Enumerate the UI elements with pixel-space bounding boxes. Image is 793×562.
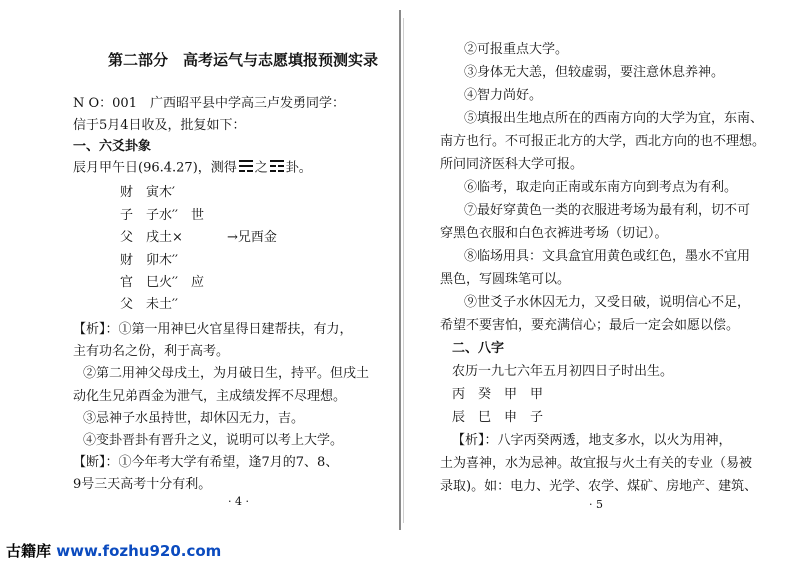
judgement-paragraph: 9号三天高考十分有利。 <box>73 477 212 492</box>
analysis-paragraph: ④变卦晋卦有晋升之义，说明可以考上大学。 <box>83 433 344 448</box>
site-name: 古籍库 <box>6 542 52 560</box>
analysis-paragraph: 【析】：①第一用神巳火官星得日建帮扶，有力， <box>73 322 353 337</box>
page-number: · 4 · <box>228 495 249 508</box>
text-line: ④智力尚好。 <box>464 88 543 103</box>
yao-line: 子 子水′′ 世 <box>120 208 204 223</box>
yao-line: 父 未土′′ <box>120 297 178 312</box>
analysis-paragraph: 动化生兄弟酉金为泄气，主成绩发挥不尽理想。 <box>73 389 347 404</box>
yao-line: 财 寅木′ <box>120 185 175 200</box>
analysis-paragraph: ③忌神子水虽持世，却休囚无力，吉。 <box>83 411 305 426</box>
text-line: 黑色，写圆珠笔可以。 <box>440 272 571 287</box>
text-line: 希望不要害怕，要充满信心；最后一定会如愿以偿。 <box>440 318 740 333</box>
right-page <box>404 0 793 562</box>
section-heading-liuyao: 一、六爻卦象 <box>73 139 152 154</box>
divination-date-line <box>73 160 312 177</box>
text-line: ②可报重点大学。 <box>464 42 569 57</box>
text-line: 农历一九七六年五月初四日子时出生。 <box>452 364 674 379</box>
case-number: N O：001 广西昭平县中学高三卢发勇同学： <box>73 96 345 111</box>
analysis-paragraph: 主有功名之份，利于高考。 <box>73 344 230 359</box>
hexagram-ben-symbol <box>239 160 253 176</box>
text-line: 【析】：八字丙癸两透，地支多水，以火为用神， <box>452 433 732 448</box>
bazi-stems: 丙 癸 甲 甲 <box>452 387 544 402</box>
text-line: 录取)。如：电力、光学、农学、煤矿、房地产、建筑、 <box>440 479 758 494</box>
hexagram-bian-symbol <box>270 160 284 176</box>
text-line: ⑧临场用具：文具盒宜用黄色或红色，墨水不宜用 <box>464 249 751 264</box>
judgement-paragraph: 【断】：①今年考大学有希望，逢7月的7、8、 <box>73 455 339 470</box>
yao-line: 官 巳火′′ 应 <box>120 275 204 290</box>
text-line: ⑤填报出生地点所在的西南方向的大学为宜，东南、 <box>464 111 764 126</box>
analysis-paragraph: ②第二用神父母戌土，为月破日生，持平。但戌土 <box>83 366 370 381</box>
hexagram-connector: 之 <box>254 160 268 176</box>
text-line: 穿黑色衣服和白色衣裤进考场（切记）。 <box>440 226 668 241</box>
section-heading-bazi: 二、八字 <box>452 341 505 356</box>
text-line: ⑨世爻子水休囚无力，又受日破，说明信心不足， <box>464 295 751 310</box>
divination-date: 辰月甲午日(96.4.27)，测得 <box>73 160 237 176</box>
text-line: 土为喜神，水为忌神。故宜报与火土有关的专业（易被 <box>440 456 753 471</box>
book-spine <box>399 10 401 530</box>
text-line: 南方也行。不可报正北方的大学，西北方向的也不理想。 <box>440 134 766 149</box>
text-line: 所问同济医科大学可报。 <box>440 157 584 172</box>
letter-intro: 信于5月4日收及，批复如下： <box>73 118 246 133</box>
text-line: ⑥临考，取走向正南或东南方向到考点为有利。 <box>464 180 738 195</box>
bazi-branches: 辰 巳 申 子 <box>452 410 544 425</box>
text-line: ⑦最好穿黄色一类的衣服进考场为最有利，切不可 <box>464 203 751 218</box>
page-title: 第二部分 高考运气与志愿填报预测实录 <box>108 51 379 69</box>
page-number: · 5 <box>589 498 603 511</box>
hexagram-suffix: 卦。 <box>285 160 312 176</box>
text-line: ③身体无大恙，但较虚弱，要注意休息养神。 <box>464 65 725 80</box>
site-watermark <box>6 540 221 561</box>
site-url: www.fozhu920.com <box>56 542 222 560</box>
yao-line: 父 戌土× →兄酉金 <box>120 230 277 245</box>
yao-line: 财 卯木′′ <box>120 253 178 268</box>
